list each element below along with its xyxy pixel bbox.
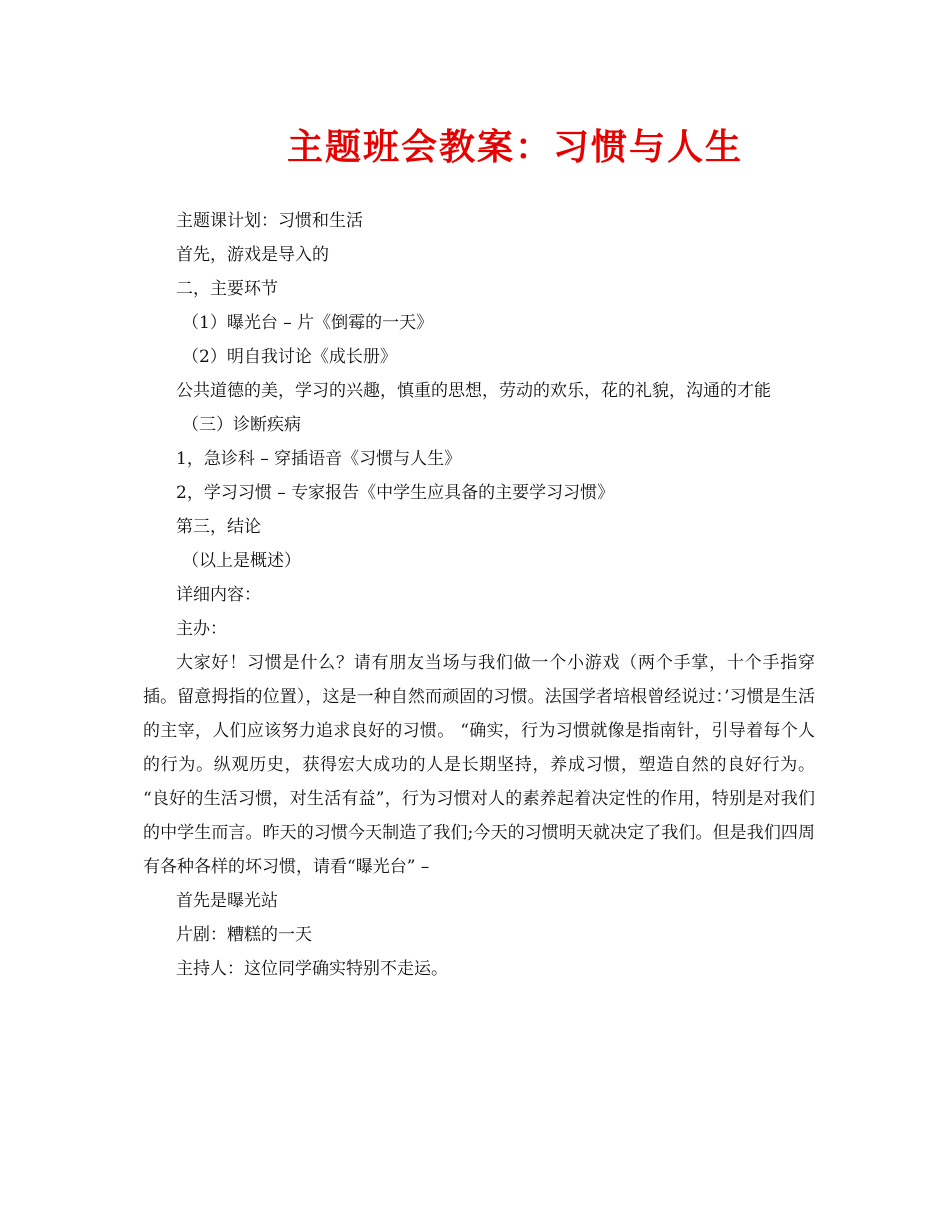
text-line: 1，急诊科 – 穿插语音《习惯与人生》 [176,449,462,469]
text-line: （2）明自我讨论《成长册》 [182,347,397,367]
text-line: 主办： [176,619,227,639]
text-line: （以上是概述） [182,551,301,571]
text-line: 主题课计划：习惯和生活 [176,211,363,231]
document-body [143,204,815,986]
host-intro-paragraph: 大家好！习惯是什么？请有朋友当场与我们做一个小游戏（两个手掌，十个手指穿插。留意拇指的位置），这是一种自然而顽固的习惯。法国学者培根曾经说过：’习惯是生活的主宰，人们应该努力追求良好的习惯。 “确实，行为习惯就像是指南针，引导着每个人的行为。纵观历史，获得宏大成功的人是长期坚持，养成习惯，塑造自然的良好行为。 “良好的生活习惯，对生活有益”，行为习惯对人的素养起着决定性的作用，特别是对我们的中学生而言。昨天的习惯今天制造了我们;今天的习惯明天就决定了我们。但是我们四周有各种各样的坏习惯，请看“曝光台” – [143,653,815,877]
text-line: 2，学习习惯 – 专家报告《中学生应具备的主要学习习惯》 [176,483,615,503]
virtues-paragraph: 公共道德的美，学习的兴趣，慎重的思想，劳动的欢乐，花的礼貌，沟通的才能 [176,381,771,401]
outline-section [143,204,815,374]
text-line: 详细内容： [176,585,261,605]
script-section [143,884,815,986]
text-line: （三）诊断疾病 [182,415,301,435]
text-line: （1）曝光台 – 片《倒霉的一天》 [182,313,434,333]
outline-section-continued [143,408,815,646]
text-line: 片剧：糟糕的一天 [176,925,312,945]
text-line: 首先是曝光站 [176,891,278,911]
document-title: 主题班会教案：习惯与人生 [286,127,743,168]
text-line: 首先，游戏是导入的 [176,245,329,265]
text-line: 主持人：这位同学确实特别不走运。 [176,959,448,979]
text-line: 第三，结论 [176,517,261,537]
text-line: 二，主要环节 [176,279,278,299]
